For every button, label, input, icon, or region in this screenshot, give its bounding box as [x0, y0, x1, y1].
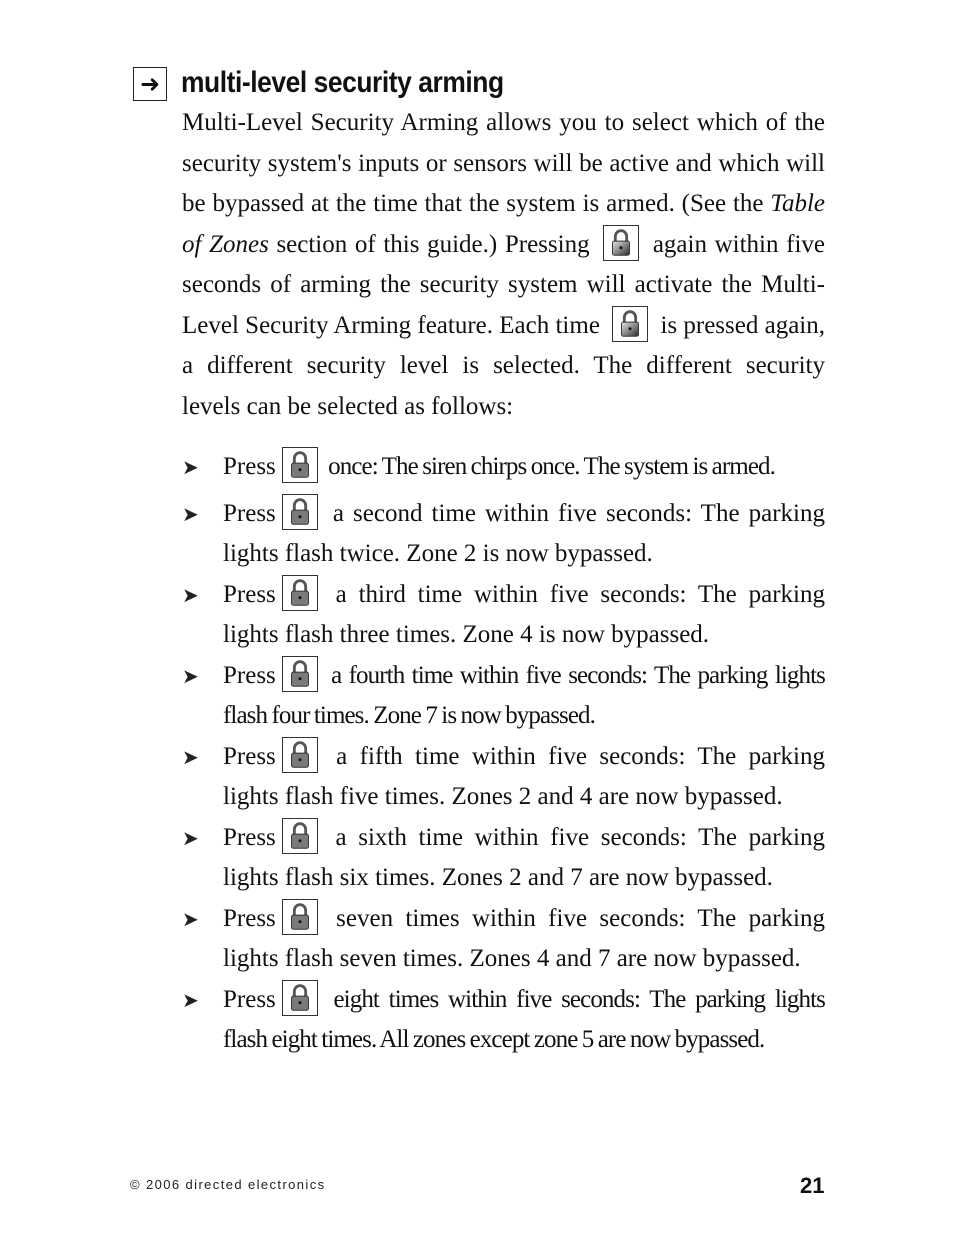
- bullet-arrow-icon: ➤: [182, 906, 199, 931]
- bullet-arrow-icon: ➤: [182, 455, 199, 479]
- press-label: Press: [223, 499, 276, 527]
- padlock-icon: [282, 494, 318, 530]
- intro-text-3: again within five seconds of arming the security system will activate the Multi-Level Security Arming feature. Each time: [182, 230, 825, 339]
- list-item: [182, 737, 825, 818]
- list-item: [182, 494, 825, 575]
- padlock-icon: [282, 575, 318, 611]
- padlock-icon: [612, 306, 648, 342]
- list-item: [182, 447, 825, 488]
- copyright-footer: © 2006 directed electronics: [130, 1177, 326, 1192]
- list-item: [182, 818, 825, 899]
- list-item: [182, 980, 825, 1061]
- arrow-right-icon: ➜: [133, 67, 167, 101]
- list-item-text: seven times within five seconds: The parking lights flash seven times. Zones 4 and 7 are now bypassed.: [223, 904, 825, 972]
- padlock-icon: [603, 225, 639, 261]
- list-item: [182, 899, 825, 980]
- list-item-text: a second time within five seconds: The parking lights flash twice. Zone 2 is now bypassed.: [223, 499, 825, 567]
- intro-text-2: section of this guide.) Pressing: [268, 230, 598, 258]
- intro-text-4: is pressed again, a different security level is selected. The different security levels can be selected as follows:: [182, 311, 825, 420]
- bullet-arrow-icon: ➤: [182, 987, 199, 1012]
- padlock-icon: [282, 818, 318, 854]
- list-item-text: a sixth time within five seconds: The parking lights flash six times. Zones 2 and 7 are now bypassed.: [223, 823, 825, 891]
- table-of-zones-reference: Table of Zones: [182, 190, 825, 258]
- press-label: Press: [223, 742, 276, 770]
- padlock-icon: [282, 737, 318, 773]
- press-label: Press: [223, 823, 276, 851]
- press-label: Press: [223, 904, 276, 932]
- bullet-arrow-icon: ➤: [182, 582, 199, 607]
- bullet-arrow-icon: ➤: [182, 663, 199, 688]
- list-item-text: a fourth time within five seconds: The parking lights flash four times. Zone 7 is now bypassed.: [223, 661, 825, 729]
- section-heading-row: [133, 63, 833, 103]
- padlock-icon: [282, 447, 318, 483]
- bullet-arrow-icon: ➤: [182, 501, 199, 526]
- list-item: [182, 656, 825, 737]
- intro-text-1: Multi-Level Security Arming allows you to select which of the security system's inputs or sensors will be active and which will be bypassed at the time that the system is armed. (See the: [182, 109, 825, 217]
- page-number: 21: [800, 1173, 825, 1198]
- list-item-text: a fifth time within five seconds: The parking lights flash five times. Zones 2 and 4 are now bypassed.: [223, 742, 825, 810]
- press-label: Press: [223, 985, 276, 1013]
- intro-paragraph: [182, 103, 825, 427]
- padlock-icon: [282, 980, 318, 1016]
- bullet-arrow-icon: ➤: [182, 744, 199, 769]
- bullet-arrow-icon: ➤: [182, 825, 199, 850]
- section-title: multi-level security arming: [181, 66, 504, 99]
- list-item-text: once: The siren chirps once. The system is armed.: [323, 453, 775, 480]
- padlock-icon: [282, 899, 318, 935]
- security-level-list: [182, 447, 825, 1061]
- press-label: Press: [223, 580, 276, 608]
- press-label: Press: [223, 453, 276, 480]
- list-item: [182, 575, 825, 656]
- padlock-icon: [282, 656, 318, 692]
- list-item-text: eight times within five seconds: The parking lights flash eight times. All zones except zone 5 are now bypassed.: [223, 985, 825, 1053]
- press-label: Press: [223, 661, 276, 689]
- list-item-text: a third time within five seconds: The parking lights flash three times. Zone 4 is now bypassed.: [223, 580, 825, 648]
